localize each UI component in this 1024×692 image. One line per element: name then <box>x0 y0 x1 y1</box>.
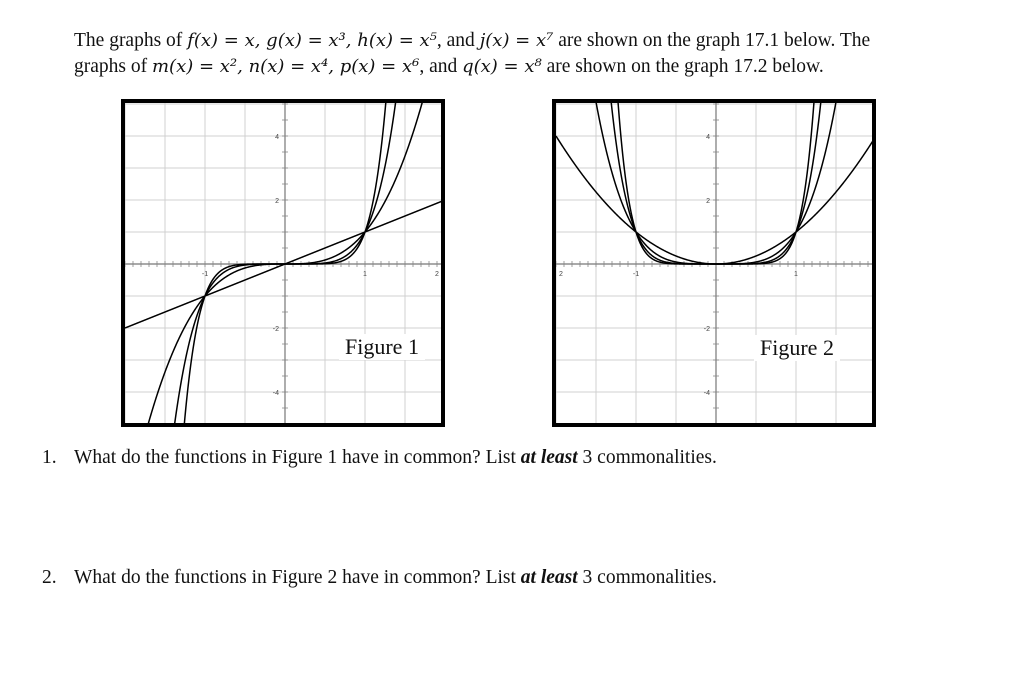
intro-line-2 <box>74 54 974 80</box>
intro-paragraph <box>74 28 974 80</box>
intro-text: The graphs of <box>74 30 188 51</box>
intro-text: are shown on the graph 17.2 below. <box>541 56 824 77</box>
figure-2-graph <box>552 99 876 427</box>
figure-1-graph <box>121 99 445 427</box>
question-emphasis: at least <box>520 567 578 588</box>
figure-2-plot <box>556 103 872 423</box>
figure-1-plot <box>125 103 441 423</box>
y-tick-label: 2 <box>706 198 710 205</box>
question-text-end: 3 commonalities. <box>577 567 717 588</box>
y-tick-label: -2 <box>703 326 710 333</box>
y-tick-label: -2 <box>272 326 279 333</box>
question-text: What do the functions in Figure 2 have in common? List <box>74 567 521 588</box>
intro-math: m(x) = x², n(x) = x⁴, p(x) = x⁶ <box>151 56 420 77</box>
intro-math: f(x) = x, g(x) = x³, h(x) = x⁵ <box>187 30 437 51</box>
figure-1-label: Figure 1 <box>339 334 425 360</box>
question-1 <box>42 446 717 470</box>
intro-math: j(x) = x⁷ <box>479 30 554 51</box>
y-tick-label: -4 <box>703 390 710 397</box>
x-tick-label: 1 <box>363 271 367 278</box>
y-tick-label: 2 <box>275 198 279 205</box>
intro-text: , and <box>436 30 480 51</box>
question-number: 2. <box>42 567 57 588</box>
x-tick-label: -1 <box>632 271 640 278</box>
y-tick-label: -4 <box>272 390 279 397</box>
intro-text: are shown on the graph 17.1 below. The <box>553 30 871 51</box>
x-tick-label: 2 <box>559 271 563 278</box>
y-tick-label: 4 <box>275 134 279 141</box>
y-tick-label: 4 <box>706 134 710 141</box>
x-tick-label: 1 <box>794 271 798 278</box>
intro-math: q(x) = x⁸ <box>462 56 542 77</box>
question-emphasis: at least <box>520 447 578 468</box>
intro-text: , and <box>419 56 463 77</box>
question-2 <box>42 566 717 590</box>
question-text: What do the functions in Figure 1 have in common? List <box>74 447 521 468</box>
intro-line-1 <box>74 28 974 54</box>
question-text-end: 3 commonalities. <box>577 447 717 468</box>
x-tick-label: -1 <box>201 271 209 278</box>
figure-2-label: Figure 2 <box>754 335 840 361</box>
intro-text: graphs of <box>74 56 152 77</box>
x-tick-label: 2 <box>435 271 439 278</box>
question-number: 1. <box>42 447 57 468</box>
